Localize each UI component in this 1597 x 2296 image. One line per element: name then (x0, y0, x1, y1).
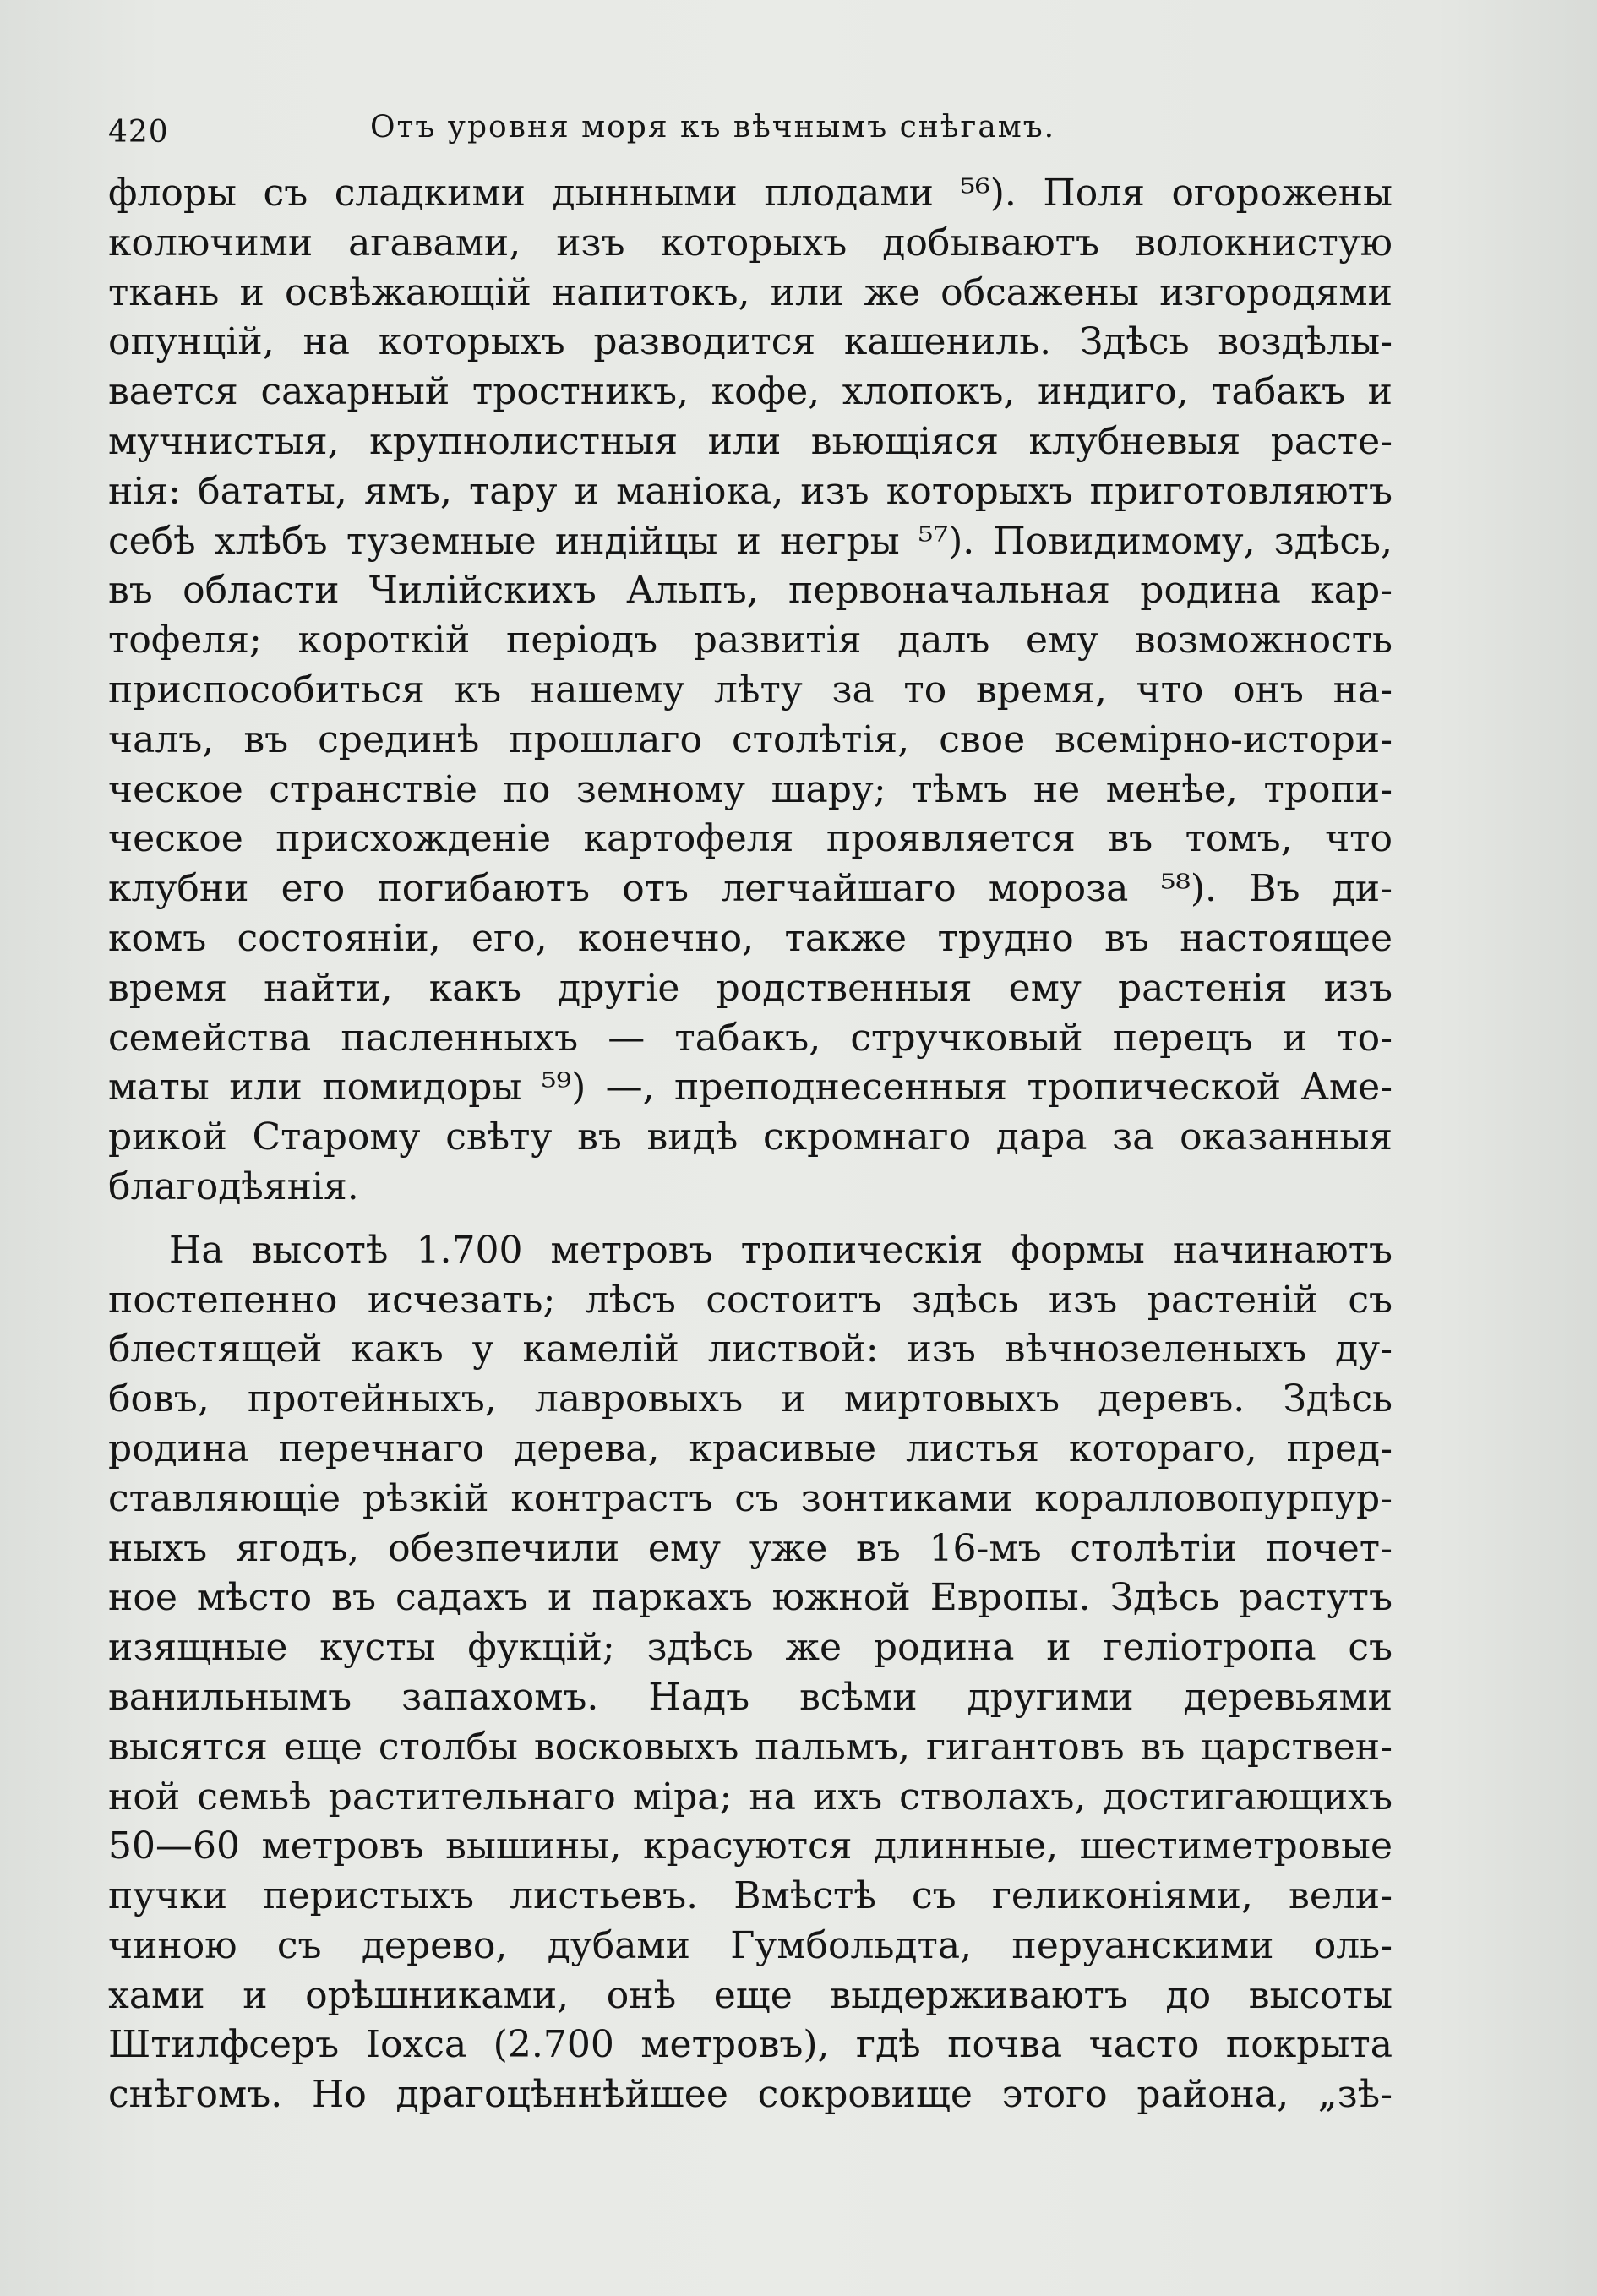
text-line: высятся еще столбы восковыхъ пальмъ, гигантовъ въ царствен- (108, 1725, 1393, 1769)
text-line: чалъ, въ срединѣ прошлаго столѣтія, свое всемірно-истори- (108, 717, 1393, 761)
text-line: пучки перистыхъ листьевъ. Вмѣстѣ съ геликоніями, вели- (108, 1874, 1393, 1918)
text-line: нія: бататы, ямъ, тару и маніока, изъ которыхъ приготовляютъ (108, 469, 1393, 513)
text-line: бовъ, протейныхъ, лавровыхъ и миртовыхъ деревъ. Здѣсь (108, 1377, 1393, 1421)
text-line: рикой Старому свѣту въ видѣ скромнаго дара за оказанныя (108, 1115, 1393, 1159)
text-line: опунцій, на которыхъ разводится кашениль. Здѣсь воздѣлы- (108, 320, 1393, 364)
paragraph-gap (108, 1213, 1393, 1226)
paragraph-2 (108, 1226, 1393, 2120)
text-line: время найти, какъ другіе родственныя ему растенія изъ (108, 966, 1393, 1010)
text-line: родина перечнаго дерева, красивые листья котораго, пред- (108, 1426, 1393, 1470)
text-line: На высотѣ 1.700 метровъ тропическія формы начинаютъ (169, 1228, 1393, 1272)
text-line: маты или помидоры ⁵⁹) —, преподнесенныя тропической Аме- (108, 1066, 1393, 1110)
text-line: ческое присхожденіе картофеля проявляется въ томъ, что (108, 817, 1393, 861)
text-line: ное мѣсто въ садахъ и паркахъ южной Европы. Здѣсь растутъ (108, 1576, 1393, 1620)
text-line: флоры съ сладкими дынными плодами ⁵⁶). Поля огорожены (108, 172, 1393, 215)
text-line: приспособиться къ нашему лѣту за то время, что онъ на- (108, 668, 1393, 712)
text-line: колючими агавами, изъ которыхъ добываютъ волокнистую (108, 221, 1393, 265)
text-line: ставляющіе рѣзкій контрастъ съ зонтиками коралловопурпур- (108, 1476, 1393, 1520)
text-line: въ области Чилійскихъ Альпъ, первоначальная родина кар- (108, 569, 1393, 613)
text-line: ческое странствіе по земному шару; тѣмъ не менѣе, тропи- (108, 767, 1393, 811)
text-line: блестящей какъ у камелій листвой: изъ вѣчнозеленыхъ ду- (108, 1328, 1393, 1372)
text-line: тофеля; короткій періодъ развитія далъ ему возможность (108, 619, 1393, 663)
text-line: 50—60 метровъ вышины, красуются длинные, шестиметровые (108, 1824, 1393, 1868)
text-line: ткань и освѣжающій напитокъ, или же обсажены изгородями (108, 270, 1393, 314)
body-text (108, 169, 1393, 2120)
text-line: вается сахарный тростникъ, кофе, хлопокъ, индиго, табакъ и (108, 370, 1393, 414)
text-line: ванильнымъ запахомъ. Надъ всѣми другими деревьями (108, 1675, 1393, 1719)
text-line: снѣгомъ. Но драгоцѣннѣйшее сокровище этого района, „зѣ- (108, 2073, 1393, 2117)
page-number: 420 (108, 115, 169, 150)
text-line: себѣ хлѣбъ туземные индійцы и негры ⁵⁷). Повидимому, здѣсь, (108, 519, 1393, 563)
running-title: Отъ уровня моря къ вѣчнымъ снѣгамъ. (370, 110, 1056, 145)
text-line: клубни его погибаютъ отъ легчайшаго мороза ⁵⁸). Въ ди- (108, 867, 1393, 911)
text-line: чиною съ дерево, дубами Гумбольдта, перуанскими оль- (108, 1923, 1393, 1967)
text-line: хами и орѣшниками, онѣ еще выдерживаютъ до высоты (108, 1973, 1393, 2017)
text-line: постепенно исчезать; лѣсъ состоитъ здѣсь изъ растеній съ (108, 1278, 1393, 1322)
text-line: Штилфсеръ Іохса (2.700 метровъ), гдѣ почва часто покрыта (108, 2023, 1393, 2067)
text-line: ныхъ ягодъ, обезпечили ему уже въ 16-мъ столѣтіи почет- (108, 1526, 1393, 1570)
text-line: комъ состояніи, его, конечно, также трудно въ настоящее (108, 916, 1393, 960)
text-line: семейства пасленныхъ — табакъ, стручковый перецъ и то- (108, 1016, 1393, 1060)
text-line: ной семьѣ растительнаго міра; на ихъ стволахъ, достигающихъ (108, 1775, 1393, 1819)
paragraph-1 (108, 169, 1393, 1213)
text-line: изящные кусты фукцій; здѣсь же родина и геліотропа съ (108, 1626, 1393, 1670)
text-line: благодѣянія. (108, 1164, 359, 1208)
text-line: мучнистыя, крупнолистныя или вьющіяся клубневыя расте- (108, 419, 1393, 463)
page-header (108, 108, 1393, 159)
